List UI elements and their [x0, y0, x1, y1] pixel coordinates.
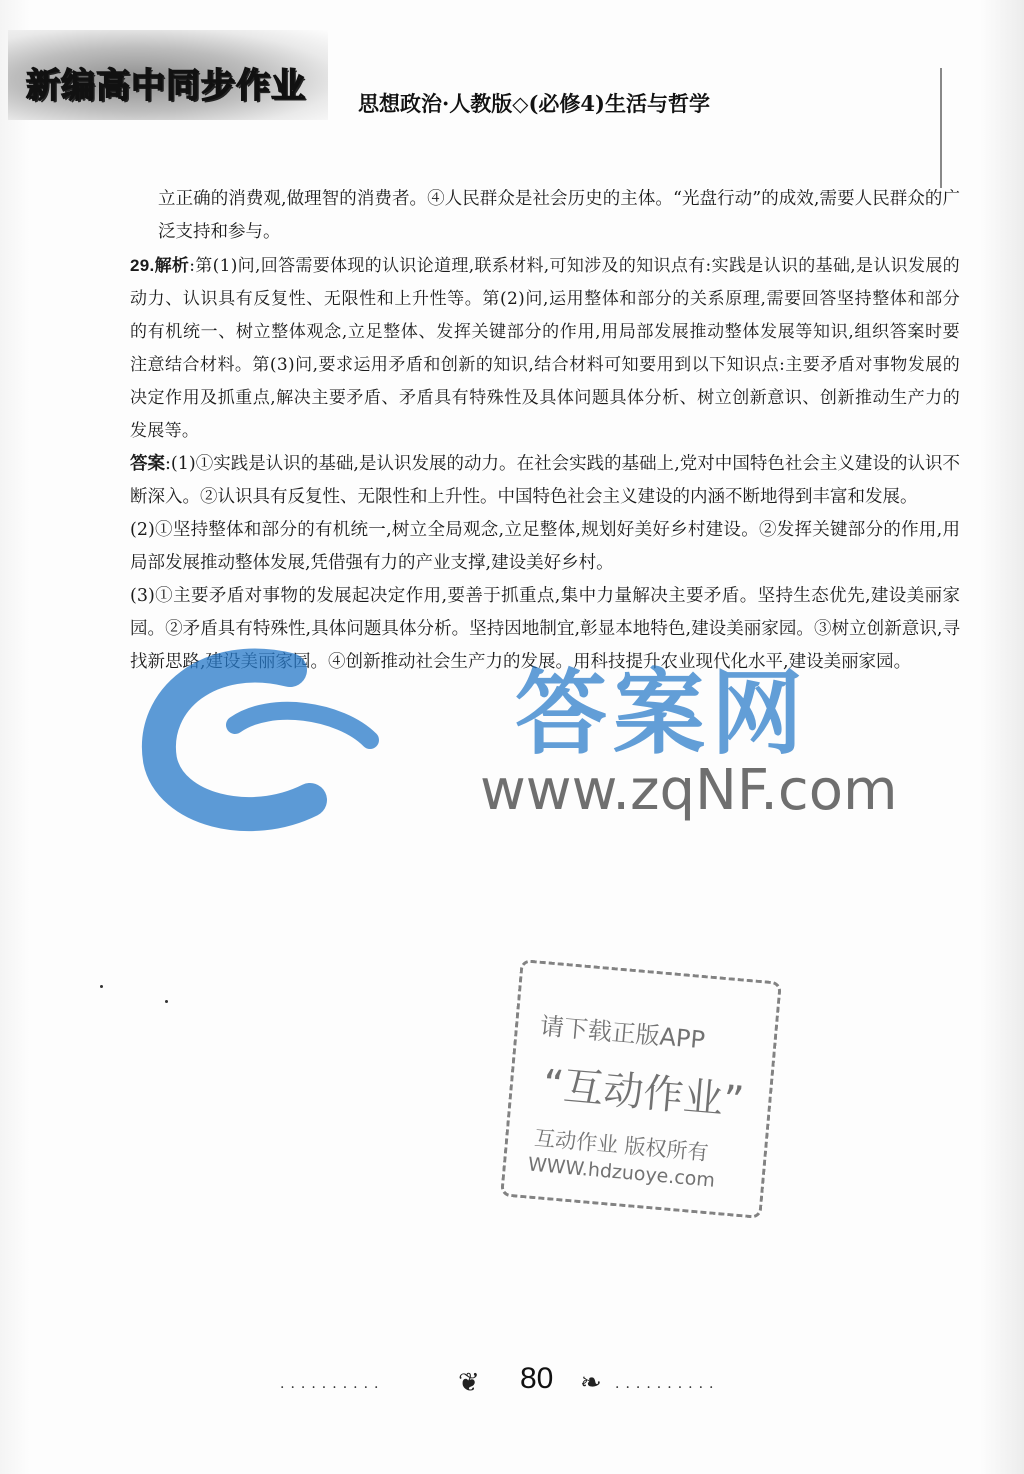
footer-dots-left: ··········: [280, 1380, 385, 1396]
analysis-label: 解析: [154, 256, 190, 276]
stamp-line-3: 互动作业 版权所有: [533, 1125, 710, 1166]
stamp-line-2: “互动作业”: [541, 1061, 746, 1125]
question-number: 29.: [130, 256, 155, 275]
page-footer: [280, 1358, 800, 1408]
page-content: [130, 183, 960, 679]
ornament-right-icon: ❧: [580, 1368, 602, 1398]
footer-dots-right: ··········: [615, 1380, 720, 1396]
series-banner: [8, 30, 328, 120]
watermark-text: 答案网: [515, 660, 810, 767]
watermark-logo: [140, 640, 400, 840]
answer-paragraph-2: (2)①坚持整体和部分的有机统一,树立全局观念,立足整体,规划好美好乡村建设。②发挥关键部分的作用,用局部发展推动整体发展,凭借强有力的产业支撑,建设美好乡村。: [130, 520, 960, 573]
answer-paragraph-1: [130, 448, 960, 514]
scan-speck: [100, 985, 103, 988]
ornament-left-icon: ❦: [458, 1368, 480, 1398]
analysis-paragraph: [130, 249, 960, 448]
analysis-text: :第(1)问,回答需要体现的认识论道理,联系材料,可知涉及的知识点有:实践是认识的基础,是认识发展的动力、认识具有反复性、无限性和上升性等。第(2)问,运用整体和部分的关系原理,需要回答坚持整体和部分的有机统一、树立整体观念,立足整体、发挥关键部分的作用,用局部发展推动整体发展等知识,组织答案时要注意结合材料。第(3)问,要求运用矛盾和创新的知识,结合材料可知要用到以下知识点:主要矛盾对事物发展的决定作用及抓重点,解决主要矛盾、矛盾具有特殊性及具体问题具体分析、树立创新意识、创新推动生产力的发展等。: [130, 256, 960, 441]
copyright-stamp: [500, 959, 782, 1219]
answer-text-1: :(1)①实践是认识的基础,是认识发展的动力。在社会实践的基础上,党对中国特色社会主义建设的认识不断深入。②认识具有反复性、无限性和上升性。中国特色社会主义建设的内涵不断地得到丰富和发展。: [130, 454, 960, 507]
answer-paragraph-3: (3)①主要矛盾对事物的发展起决定作用,要善于抓重点,集中力量解决主要矛盾。坚持生态优先,建设美丽家园。②矛盾具有特殊性,具体问题具体分析。坚持因地制宜,彰显本地特色,建设美丽家园。③树立创新意识,寻找新思路,建设美丽家园。④创新推动社会生产力的发展。用科技提升农业现代化水平,建设美丽家园。: [130, 586, 960, 672]
page-header: [0, 30, 1024, 120]
margin-rule: [940, 68, 942, 188]
continuation-paragraph: 立正确的消费观,做理智的消费者。④人民群众是社会历史的主体。“光盘行动”的成效,需要人民群众的广泛支持和参与。: [158, 189, 960, 242]
page-number: 80: [520, 1362, 554, 1395]
answer-label: 答案: [130, 454, 166, 474]
stamp-line-4: WWW.hdzuoye.com: [527, 1153, 716, 1192]
scan-speck: [165, 1000, 168, 1003]
series-title: 新编高中同步作业: [26, 66, 306, 106]
stamp-line-1: 请下载正版APP: [538, 1012, 707, 1055]
watermark-url: www.zqNF.com: [480, 758, 898, 823]
book-subtitle: 思想政治·人教版◇(必修4)生活与哲学: [358, 91, 710, 116]
